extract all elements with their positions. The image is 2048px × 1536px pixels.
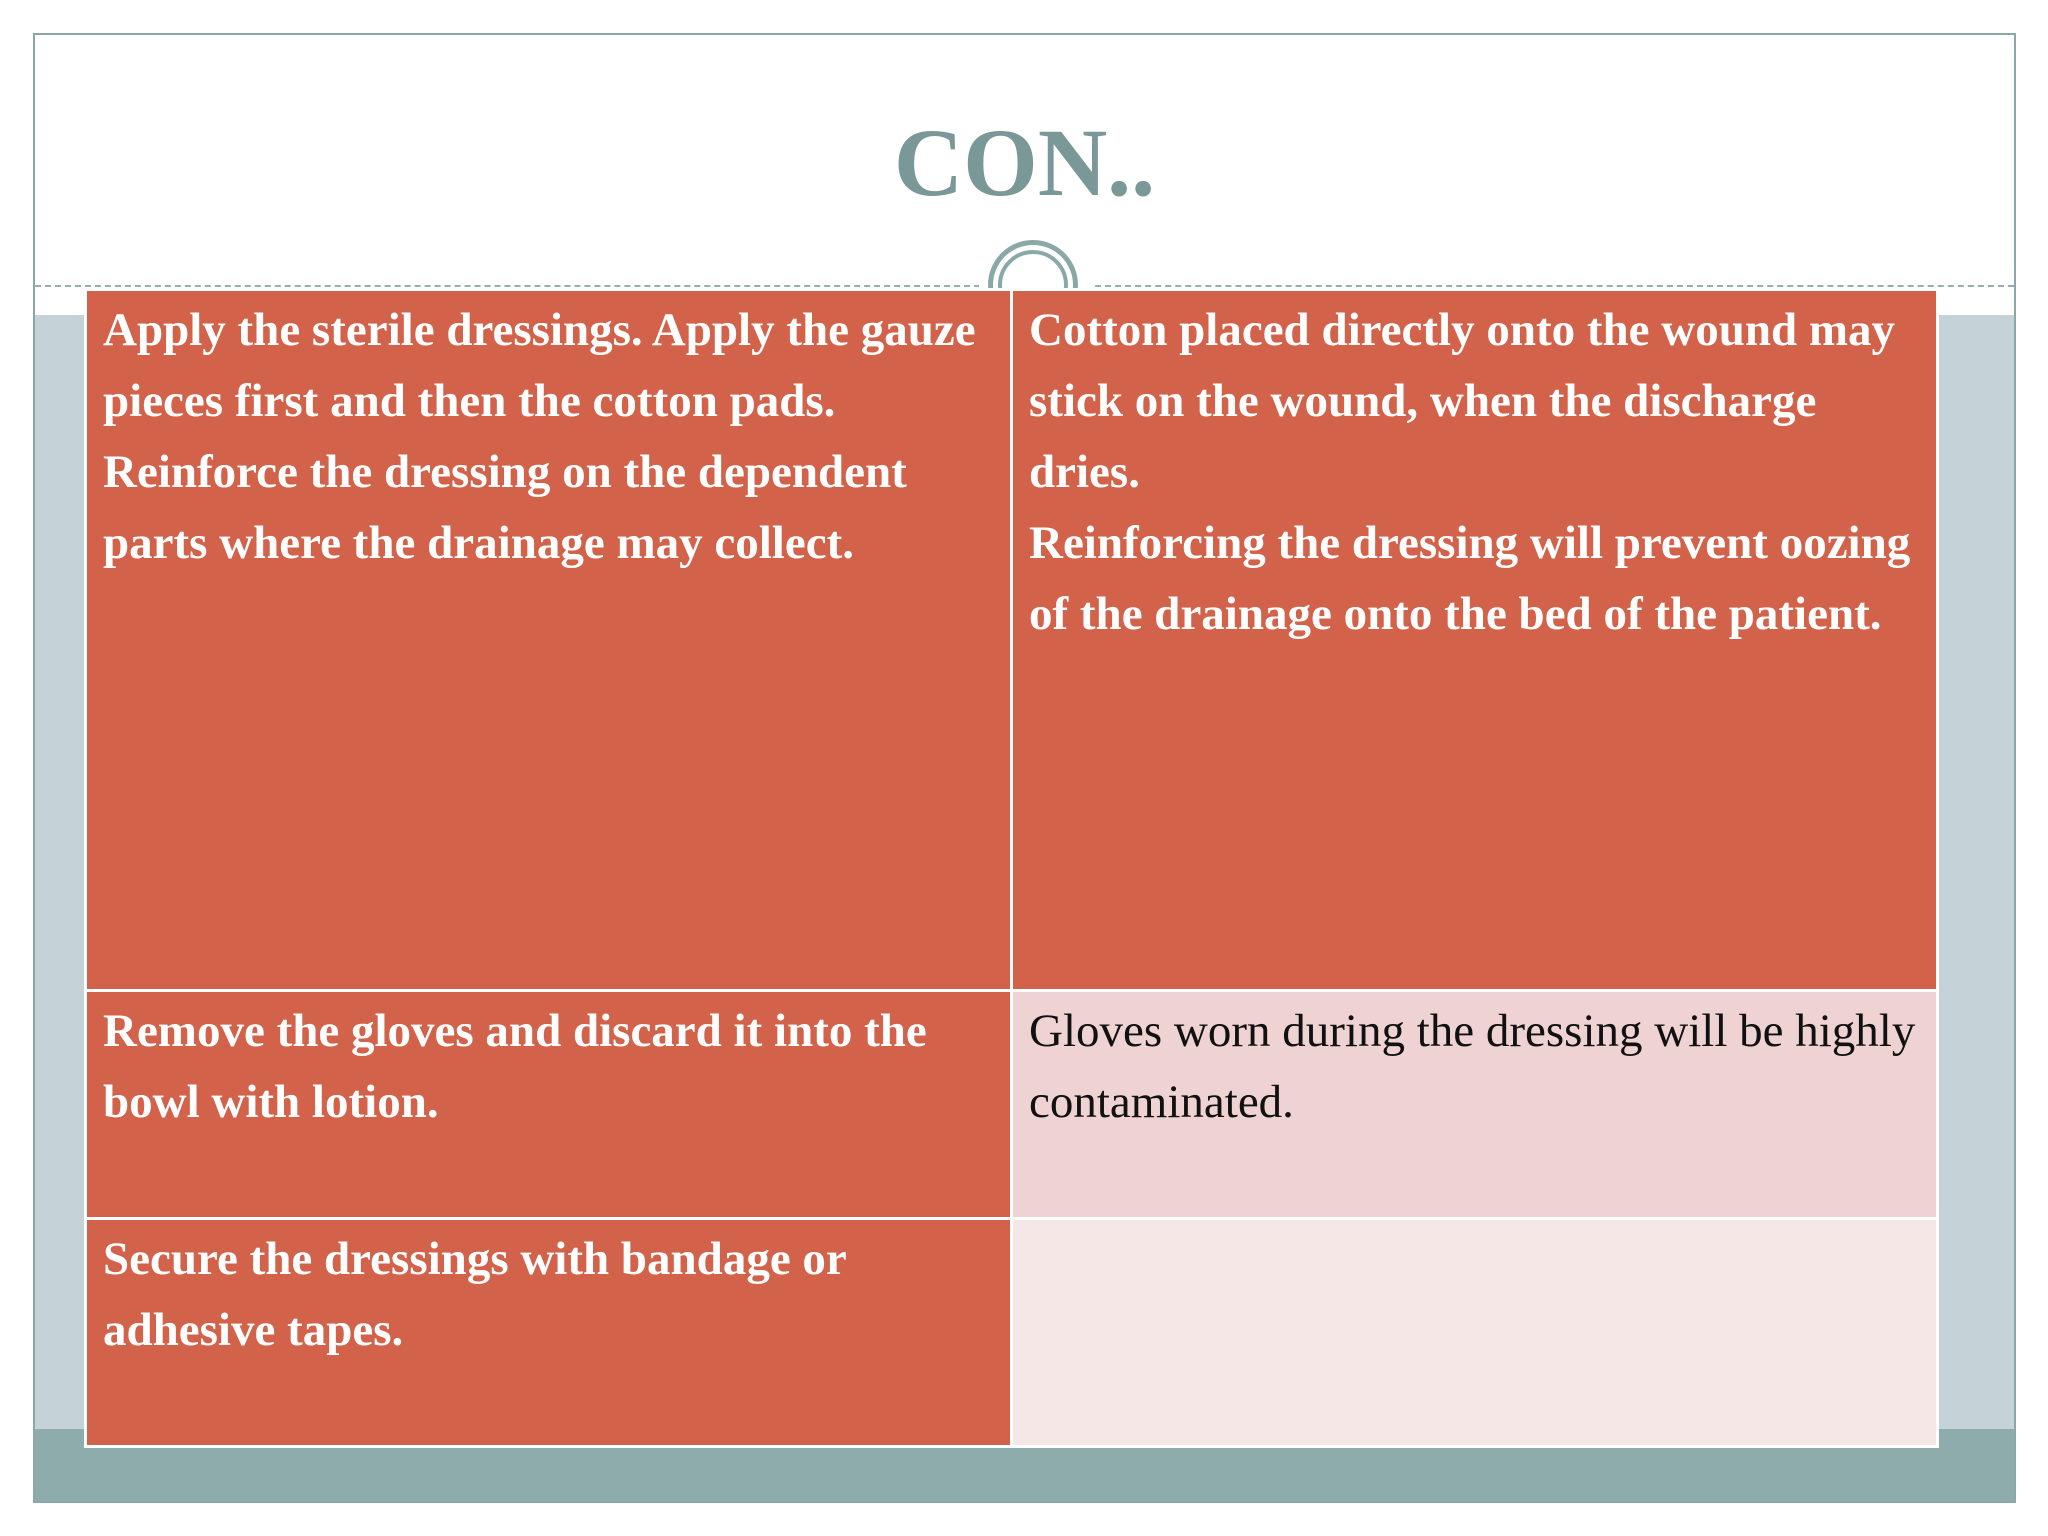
rationale-cell: Gloves worn during the dressing will be highly contaminated. — [1012, 991, 1938, 1219]
procedure-table — [84, 288, 1939, 1448]
rationale-line: Cotton placed directly onto the wound may stick on the wound, when the discharge dries. — [1029, 304, 1896, 498]
slide-title: CON.. — [893, 109, 1156, 216]
action-cell: Secure the dressings with bandage or adhesive tapes. — [86, 1219, 1012, 1447]
table-row — [86, 991, 1938, 1219]
rationale-cell — [1012, 290, 1938, 991]
title-divider-left — [35, 285, 980, 287]
table-row — [86, 1219, 1938, 1447]
rationale-line: Reinforcing the dressing will prevent oozing of the drainage onto the bed of the patient. — [1029, 517, 1911, 640]
rationale-cell — [1012, 1219, 1938, 1447]
action-cell: Apply the sterile dressings. Apply the gauze pieces first and then the cotton pads. Reinforce the dressing on the dependent parts where the drainage may collect. — [86, 290, 1012, 991]
table-row — [86, 290, 1938, 991]
title-divider-right — [1095, 285, 2014, 287]
action-cell: Remove the gloves and discard it into the bowl with lotion. — [86, 991, 1012, 1219]
